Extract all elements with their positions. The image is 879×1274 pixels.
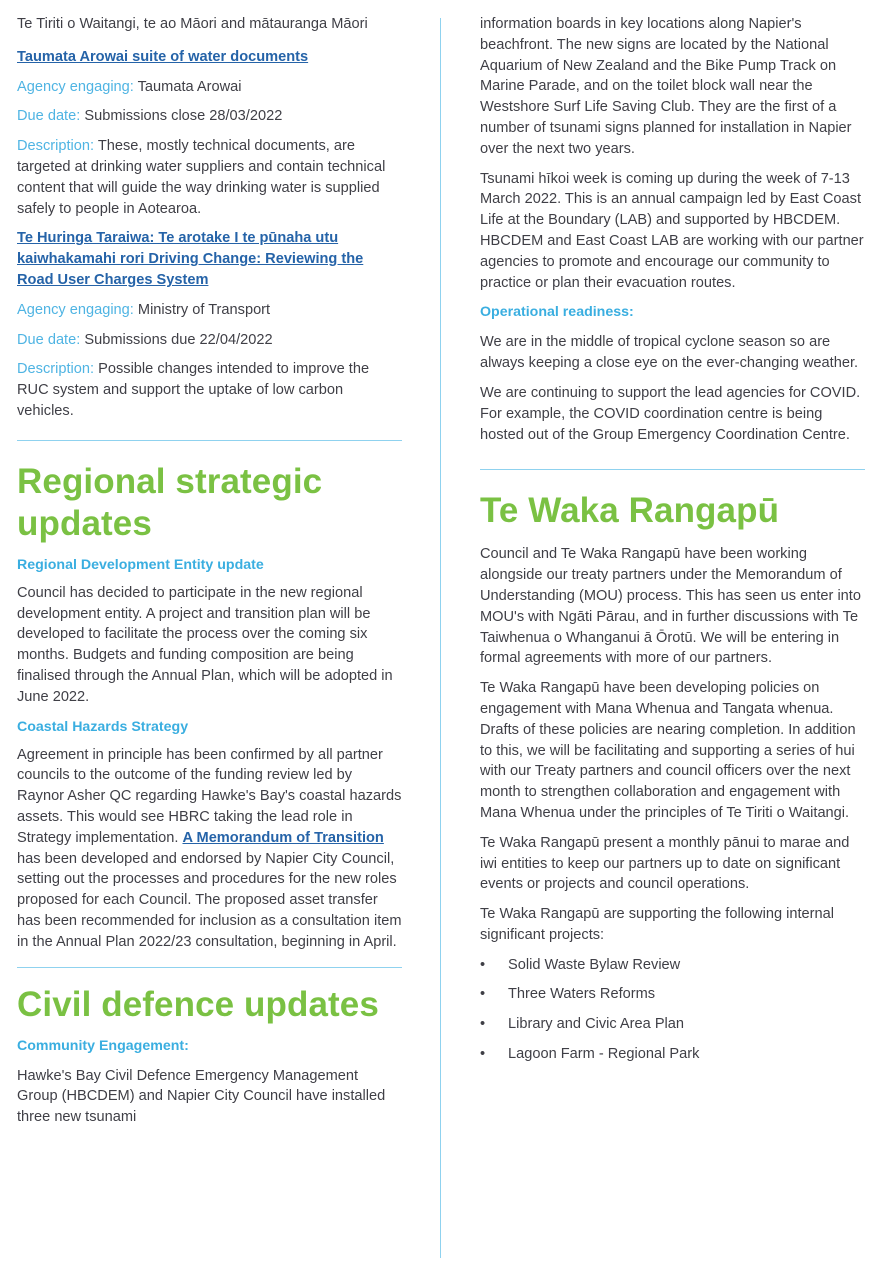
list-item: • Library and Civic Area Plan <box>480 1014 865 1035</box>
tsunami-hikoi-text: Tsunami hīkoi week is coming up during the week of 7-13 March 2022. This is an annual campaign led by East Coast Life at the Boundary (LAB) and supported by HBCDEM. HBCDEM and East Coast LAB are working with our partner agencies to promote and encourage our community to practice or plan their evacuation routes. <box>480 170 864 291</box>
road-user-charges-link[interactable]: Te Huringa Taraiwa: Te arotake I te pūnaha utu kaiwhakamahi rori Driving Change: Reviewing the Road User Charges System <box>17 230 364 288</box>
operational-text-covid: We are continuing to support the lead agencies for COVID. For example, the COVID coordination centre is being hosted out of the Group Emergency Coordination Centre. <box>480 384 861 443</box>
bullet-icon: • <box>480 986 486 1003</box>
bullet-icon: • <box>480 1016 486 1033</box>
consultation-description: Description: Possible changes intended to improve the RUC system and support the uptake of low carbon vehicles. <box>17 361 370 419</box>
operational-text-cyclone: We are in the middle of tropical cyclone season so are always keeping a close eye on the ever-changing weather. <box>480 334 859 372</box>
te-waka-rangapu-heading: Te Waka Rangapū <box>480 491 780 531</box>
waka-paragraph-mou: Council and Te Waka Rangapū have been working alongside our treaty partners under the Memorandum of Understanding (MOU) process. This has seen us enter into MOU's with Ngāti Pārau, and in further discussions with Te Taiwhenua o Whanganui ā Ōrotū. We will be entering in formal agreements with more of our partners. <box>480 546 861 667</box>
list-item: • Lagoon Farm - Regional Park <box>480 1044 865 1065</box>
water-documents-link[interactable]: Taumata Arowai suite of water documents <box>17 48 309 65</box>
rde-text: Council has decided to participate in the new regional development entity. A project and transition plan will be developed to facilitate the process over the coming six months. Budgets and funding composition are being finalised through the Annual Plan, which will be adopted in June 2022. <box>17 584 393 705</box>
coastal-text: Agreement in principle has been confirmed by all partner councils to the outcome of the funding review led by Raynor Asher QC regarding Hawke's Bay's coastal hazards assets. This would see HBRC taking the lead role in Strategy implementation. A Memorandum of Transition has been developed and endorsed by Napier City Council, setting out the processes and procedures for the new roles proposed for each Council. The proposed asset transfer has been recommended for inclusion as a consultation item in the Annual Plan 2022/23 consultation, beginning in April. <box>17 746 402 950</box>
community-engagement-text: Hawke's Bay Civil Defence Emergency Management Group (HBCDEM) and Napier City Council have installed three new tsunami <box>17 1067 386 1126</box>
waka-paragraph-projects: Te Waka Rangapū are supporting the following internal significant projects: <box>480 906 834 943</box>
community-engagement-subheading: Community Engagement: <box>17 1037 189 1054</box>
projects-list <box>480 955 865 1065</box>
consultation-title-ruc[interactable] <box>17 228 402 290</box>
consultation-agency: Agency engaging: Taumata Arowai <box>17 78 242 95</box>
consultation-agency: Agency engaging: Ministry of Transport <box>17 301 271 318</box>
column-divider <box>440 18 441 1258</box>
consultation-due-date: Due date: Submissions close 28/03/2022 <box>17 108 283 125</box>
operational-readiness-subheading: Operational readiness: <box>480 304 634 321</box>
civil-defence-heading: Civil defence updates <box>17 984 379 1024</box>
section-divider <box>480 469 865 470</box>
list-item: • Solid Waste Bylaw Review <box>480 955 865 976</box>
bullet-icon: • <box>480 1046 486 1063</box>
section-divider <box>17 967 402 968</box>
list-item: • Three Waters Reforms <box>480 984 865 1005</box>
section-divider <box>17 440 402 441</box>
coastal-subheading: Coastal Hazards Strategy <box>17 718 189 735</box>
tsunami-boards-text: information boards in key locations along Napier's beachfront. The new signs are located by the National Aquarium of New Zealand and the Bike Pump Track on Marine Parade, and on the toilet block wall near the Westshore Surf Life Saving Club. They are the first of a number of tsunami signs planned for installation in Napier over the next two years. <box>480 16 852 157</box>
consultation-title-water[interactable] <box>17 47 402 68</box>
regional-updates-heading: Regional strategic updates <box>17 461 323 543</box>
consultation-description: Description: These, mostly technical documents, are targeted at drinking water suppliers and contain technical content that will guide the way drinking water is supplied safely to people in Aotearoa. <box>17 138 386 217</box>
left-column <box>17 0 402 1137</box>
intro-text: Te Tiriti o Waitangi, te ao Māori and mātauranga Māori <box>17 16 368 32</box>
rde-subheading: Regional Development Entity update <box>17 556 264 573</box>
waka-paragraph-policies: Te Waka Rangapū have been developing policies on engagement with Mana Whenua and Tangata whenua. Drafts of these policies are nearing completion. In addition to this, we will be facilitating and supporting a series of hui with our Treaty partners and council officers over the next month to strengthen collaboration and engagement with Mana Whenua under the principles of Te Tiriti o Waitangi. <box>480 680 856 821</box>
bullet-icon: • <box>480 956 486 973</box>
right-column <box>480 0 865 1074</box>
waka-paragraph-panui: Te Waka Rangapū present a monthly pānui to marae and iwi entities to keep our partners up to date on significant events or projects and council operations. <box>480 834 850 893</box>
consultation-due-date: Due date: Submissions due 22/04/2022 <box>17 331 273 348</box>
memorandum-of-transition-link[interactable]: A Memorandum of Transition <box>182 829 384 846</box>
